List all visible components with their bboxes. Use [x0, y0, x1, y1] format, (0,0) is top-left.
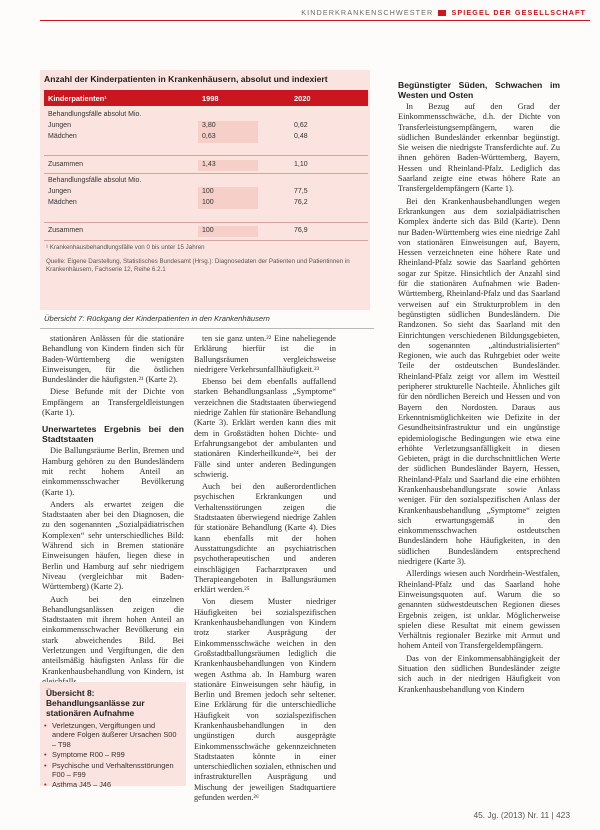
table-cell-label: Mädchen [48, 133, 77, 140]
paragraph: In Bezug auf den Grad der Einkommensschwäche, d.h. der Dichte von Transferleistungsempfängern, waren die südlichen Bundesländer erkennbar begünstigt. Sie weisen die niedrigste Transferdichte auf. Zu ihnen gehören Baden-Württemberg, Bayern, Hessen und Rheinland-Pfalz. Lediglich das Saarland zeigte eine etwas höhere Rate an Transfergeldempfängern (Karte 1). [398, 102, 560, 194]
table-source: Quelle: Eigene Darstellung, Statistisches Bundesamt (Hrsg.): Diagnosedaten der Patienten und Patientinnen in Krankenhäusern, Fachserie 12, Reihe 6.2.1 [46, 258, 350, 273]
table-row [44, 160, 368, 171]
list-item: • Symptome R00 – R99 [52, 750, 180, 759]
paragraph: ten sie ganz unten.²² Eine naheliegende Erklärung hierfür ist die in Ballungsräumen vergleichsweise niedrigere Verkehrsunfallhäufigkeit.²³ [194, 334, 336, 374]
paragraph: Allerdings wiesen auch Nordrhein-Westfalen, Rheinland-Pfalz und das Saarland hohe Einweisungsquoten auf. Warum die so genannten südwestdeutschen Regionen dieses Ergebnis zeigen, ist unklar. Möglicherweise spielen diese Resultat mit einem gewissen Verhältnis regionaler Bezirke mit Armut und hohem Anteil von Transfergeldempfängern. [398, 569, 560, 651]
paragraph: Diese Befunde mit der Dichte von Empfängern an Transfergeldleistungen (Karte 1). [42, 387, 184, 418]
table-cell-label: Behandlungsfälle absolut Mio. [48, 111, 142, 118]
table-cell-2020: 0,62 [294, 122, 308, 129]
table-cell-1998: 1,43 [202, 161, 216, 168]
info-box-list [40, 721, 186, 790]
paragraph: Anders als erwartet zeigen die Stadtstaaten aber bei den Diagnosen, die zu den sogenannten „Sozialpädiatrischen Komplexen“ sehr unterschiedliches Bild: Während sich in Bremen stationäre Einweisungen häufen, liegen diese in Berlin und Hamburg auf sehr niedrigem Niveau (vergleichbar mit Baden-Württemberg) (Karte 2). [42, 499, 184, 592]
body-column-3 [398, 80, 560, 695]
body-column-2 [194, 334, 336, 803]
table-cell-label: Jungen [48, 122, 71, 129]
table-row [44, 226, 368, 237]
list-item: • Verletzungen, Vergiftungen und andere Folgen äußerer Ursachen S00 – T98 [52, 721, 180, 749]
journal-logo-icon [438, 10, 446, 16]
table-cell-2020: 76,2 [294, 199, 308, 206]
table-row [44, 121, 368, 132]
table-divider [44, 173, 368, 174]
info-box-title: Übersicht 8: Behandlungsanlässe zur stationären Aufnahme [46, 688, 145, 718]
table-cell-1998: 100 [202, 188, 214, 195]
table-cell-label: Behandlungsfälle absolut Mio. [48, 177, 142, 184]
table-header-cell: 2020 [294, 94, 311, 103]
table-divider [44, 240, 368, 241]
table-row [44, 110, 368, 121]
table-header-cell: 1998 [202, 94, 219, 103]
header-rule [40, 20, 590, 21]
header-section-left: KINDERKRANKENSCHWESTER [301, 8, 434, 17]
table-cell-2020: 0,48 [294, 133, 308, 140]
table-cell-2020: 76,9 [294, 227, 308, 234]
paragraph: Das von der Einkommensabhängigkeit der Situation den südlichen Bundesländer zeigte sich auch in der niedrigen Häufigkeit von Krankenhausbehandlung von Kindern [398, 653, 560, 694]
list-item: • Asthma J45 – J46 [52, 780, 180, 789]
list-item: • Psychische und Verhaltensstörungen F00 – F99 [52, 761, 180, 780]
table-divider [44, 222, 368, 223]
section-heading: Unerwartetes Ergebnis bei den Stadtstaaten [42, 424, 184, 445]
table-caption: Übersicht 7: Rückgang der Kinderpatienten in den Krankenhäusern [44, 314, 270, 323]
table-divider [44, 155, 368, 156]
table-cell-label: Zusammen [48, 161, 84, 168]
paragraph: Auch bei den außerordentlichen psychischen Erkrankungen und Verhaltensstörungen zeigen die Stadtstaaten überwiegend niedrige Zahlen für stationäre Behandlung (Karte 4). Dies kann ebenfalls mit der hohen Ausstattungsdichte an psychiatrischen psychotherapeutischen und anderen einschlägigen Facharztpraxen und Therapieangeboten in Ballungsräumen erklärt werden.²⁵ [194, 482, 336, 595]
table-header-row [44, 90, 368, 106]
table-cell-1998: 100 [202, 199, 214, 206]
page-footer: 45. Jg. (2013) Nr. 11 | 423 [473, 810, 570, 820]
table-cell-2020: 77,5 [294, 188, 308, 195]
paragraph: Von diesem Muster niedriger Häufigkeiten bei sozialspezifischen Krankenhausbehandlungen von Kindern trotz starker Ausprägung der Einkommensschwäche weichen in den Großstadtballungsräumen lediglich die Krankenhausbehandlungen von Kindern wegen Asthma ab. In Hamburg waren stationäre Einweisungen sehr häufig, in Berlin und Bremen jedoch sehr seltener. Eine Erklärung für die unterschiedliche Häufigkeit von sozialspezifischen Krankenhausbehandlungen in den ungünstigen durch ausgeprägte Einkommensschwäche gekennzeichneten Stadtstaaten könnte in einer unterschiedlichen sozialen, ethnischen und infrastrukturellen Ausprägung und Mischung der jeweiligen Stadtquartiere gefunden werden.²⁶ [194, 597, 336, 803]
table-title: Anzahl der Kinderpatienten in Krankenhäusern, absolut und indexiert [44, 74, 328, 84]
table-cell-label: Zusammen [48, 227, 84, 234]
table-row [44, 132, 368, 143]
paragraph: Die Ballungsräume Berlin, Bremen und Hamburg gehören zu den Bundesländern mit recht hohem Anteil an einkommensschwacher Bevölkerung (Karte 1). [42, 446, 184, 497]
table-cell-1998: 0,63 [202, 133, 216, 140]
paragraph: Ebenso bei dem ebenfalls auffallend starken Behandlungsanlass „Symptome“ verzeichnen die Stadtstaaten überwiegend niedrige Zahlen für stationäre Behandlung (Karte 3). Erklärt werden kann dies mit dem in Großstädten hohen Dichte- und Erfahrungsangebot der ambulanten und stationären Kinderheilkunde²⁴, bei der Fälle sind unter anderen Bedingungen schwierig. [194, 377, 336, 479]
running-header [301, 8, 586, 17]
table-footnote: ¹ Krankenhausbehandlungsfälle von 0 bis unter 15 Jahren [46, 244, 205, 251]
info-box [40, 682, 186, 790]
table-row [44, 198, 368, 209]
table-cell-label: Mädchen [48, 199, 77, 206]
table-row [44, 187, 368, 198]
table-cell-2020: 1,10 [294, 161, 308, 168]
header-section-right: SPIEGEL DER GESELLSCHAFT [451, 8, 586, 17]
table-cell-label: Jungen [48, 188, 71, 195]
table-cell-1998: 100 [202, 227, 214, 234]
table-cell-1998: 3,80 [202, 122, 216, 129]
body-column-1 [42, 334, 184, 687]
table-header-cell: Kinderpatienten¹ [48, 94, 107, 103]
caption-rule [40, 328, 374, 329]
paragraph: Bei den Krankenhausbehandlungen wegen Erkrankungen aus dem sozialpädiatrischen Komplex änderte sich das Bild (Karte). Denn nur Baden-Württemberg wies eine niedrige Zahl von stationären Einweisungen auf, Bayern, Hessen verzeichneten eine höhere Rate und Rheinland-Pfalz sowie das Saarland gehörten sogar zur Spitze. Hinsichtlich der Anzahl sind für die stationären Aufnahmen wie Baden-Württemberg, Rheinland-Pfalz und das Saarland verweisen auf ein Strukturproblem in den begünstigten südlichen Bundesländern. Die Randzonen. So sieht das Saarland mit den Einrichtungen verschiedenen Bildungsgebieten, den sogenannten „altindustrialisierten“ Regionen, wie auch das Ruhrgebiet oder weite Teile der ostdeutschen Bundesländer. Rheinland-Pfalz zeigt vor allem im Westteil peripherer strukturelle Nachteile. Ähnliches gilt für den nördlichen Bereich und Hessen und von Bayern den Nordosten. Daraus aus Erkenntnismöglichkeiten wie Defizite in der Gesundheitsinfrastruktur und ein ungünstige epidemiologische Bedingungen wie etwa eine erhöhte Verletzungsanfälligkeit in diesen Gebieten, prägt in die durchschnittlichen Werte der südlichen Bundesländer Bayern, Hessen, Rheinland-Pfalz und Saarland die eine erhöhten Krankenhausbehandlungsrate sowie Anlass weniger. Für den sozialspezifischen Anlass der Krankenhausbehandlung „Symptome“ zeigten sich erwartungsgemäß in den einkommensschwachen ostdeutschen Bundesländern hohe Häufigkeiten, in den südlichen Bundesländern entsprechend niedrigere (Karte 3). [398, 196, 560, 567]
paragraph: stationären Anlässen für die stationäre Behandlung von Kindern finden sich für Baden-Württemberg die wenigsten Einweisungen, für die östlichen Bundesländer die häufigsten.²¹ (Karte 2). [42, 334, 184, 385]
paragraph: Auch bei den einzelnen Behandlungsanlässen zeigen die Stadtstaaten mit ihrem hohen Anteil an einkommensschwacher Bevölkerung ein stark abweichendes Bild. Bei Verletzungen und Vergiftungen, die den anteilsmäßig häufigsten Anlass für die Krankenhausbehandlung von Kindern, ist [42, 594, 184, 676]
section-heading: Begünstigter Süden, Schwachen im Westen und Osten [398, 80, 560, 100]
table-row [44, 176, 368, 187]
